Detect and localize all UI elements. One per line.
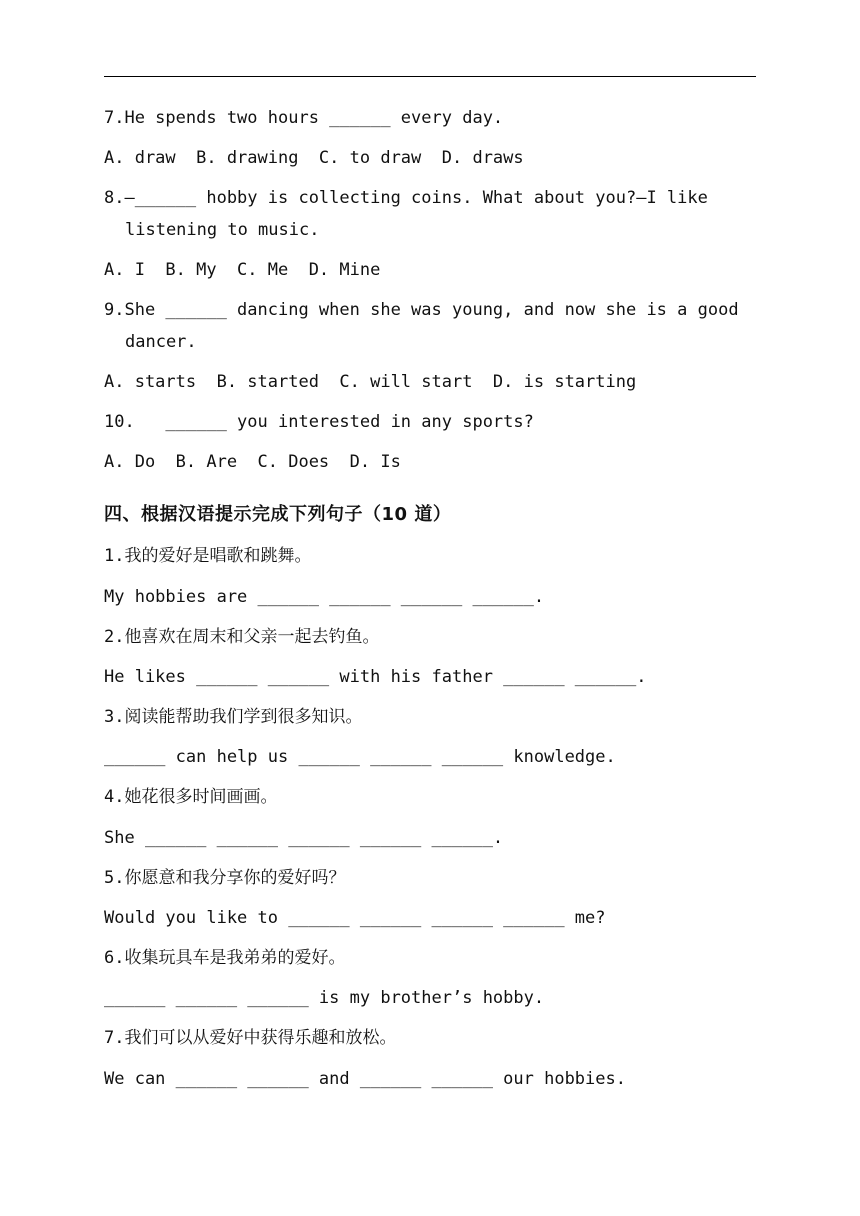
header-rule — [104, 76, 756, 77]
question-10-stem: 10. ______ you interested in any sports? — [104, 412, 534, 432]
translation-item-1-chinese: 1.我的爱好是唱歌和跳舞。 — [104, 546, 312, 566]
translation-item-6-english: ______ ______ ______ is my brother’s hobby. — [104, 988, 545, 1008]
translation-item-3-english: ______ can help us ______ ______ ______ knowledge. — [104, 747, 616, 767]
translation-item-7-chinese: 7.我们可以从爱好中获得乐趣和放松。 — [104, 1028, 397, 1048]
translation-item-6-chinese: 6.收集玩具车是我弟弟的爱好。 — [104, 948, 346, 968]
question-9-stem-line1: 9.She ______ dancing when she was young, and now she is a good — [104, 300, 739, 320]
question-9-options: A. starts B. started C. will start D. is starting — [104, 372, 637, 392]
question-8-options: A. I B. My C. Me D. Mine — [104, 260, 381, 280]
translation-item-5-english: Would you like to ______ ______ ______ ______ me? — [104, 908, 606, 928]
translation-item-1-english: My hobbies are ______ ______ ______ ______. — [104, 587, 545, 607]
translation-item-7-english: We can ______ ______ and ______ ______ our hobbies. — [104, 1069, 626, 1089]
question-9-stem-line2: dancer. — [125, 332, 197, 352]
translation-item-3-chinese: 3.阅读能帮助我们学到很多知识。 — [104, 707, 363, 727]
translation-item-4-chinese: 4.她花很多时间画画。 — [104, 787, 278, 807]
translation-item-5-chinese: 5.你愿意和我分享你的爱好吗？ — [104, 868, 346, 888]
question-7-options: A. draw B. drawing C. to draw D. draws — [104, 148, 524, 168]
question-7-stem: 7.He spends two hours ______ every day. — [104, 108, 504, 128]
translation-item-2-chinese: 2.他喜欢在周末和父亲一起去钓鱼。 — [104, 627, 380, 647]
question-10-options: A. Do B. Are C. Does D. Is — [104, 452, 401, 472]
section-4-heading: 四、根据汉语提示完成下列句子（10 道） — [104, 504, 452, 525]
question-8-stem-line2: listening to music. — [125, 220, 320, 240]
translation-item-2-english: He likes ______ ______ with his father ______ ______. — [104, 667, 647, 687]
question-8-stem-line1: 8.—______ hobby is collecting coins. What about you?—I like — [104, 188, 708, 208]
translation-item-4-english: She ______ ______ ______ ______ ______. — [104, 828, 504, 848]
